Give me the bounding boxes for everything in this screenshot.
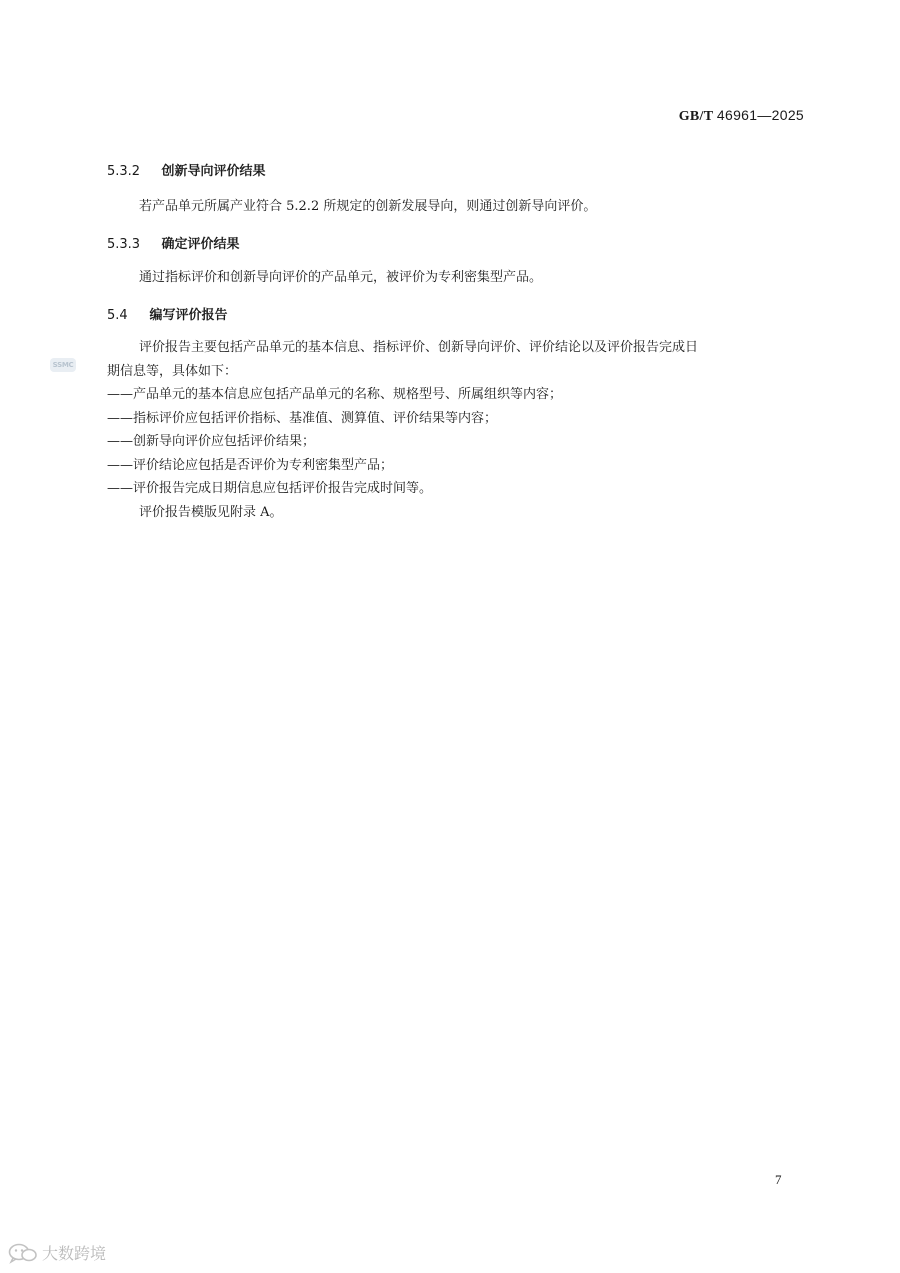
wechat-logo-icon (8, 1242, 38, 1264)
side-stamp-logo: SSMC (50, 358, 76, 372)
section-heading-5-3-3 (107, 233, 240, 252)
list-item: ——评价报告完成日期信息应包括评价报告完成时间等。 (107, 481, 433, 496)
section-heading-5-3-2 (107, 160, 266, 179)
closing-line: 评价报告模版见附录 A。 (139, 504, 283, 520)
paragraph-line: 若产品单元所属产业符合 5.2.2 所规定的创新发展导向，则通过创新导向评价。 (139, 199, 597, 214)
section-body-5-3-3 (107, 266, 807, 290)
standard-code: GB/T (678, 109, 714, 124)
paragraph-line: 通过指标评价和创新导向评价的产品单元，被评价为专利密集型产品。 (139, 270, 543, 285)
section-heading-5-4 (107, 304, 228, 323)
section-title: 确定评价结果 (161, 237, 240, 252)
watermark-text: 大数跨境 (42, 1244, 107, 1263)
standard-number (679, 107, 804, 125)
section-number: 5.3.3 (107, 237, 141, 252)
watermark (8, 1241, 106, 1264)
page-number: 7 (775, 1172, 782, 1187)
section-number: 5.3.2 (107, 164, 141, 179)
section-body-5-3-2 (107, 195, 807, 219)
section-body-5-4 (107, 336, 807, 524)
paragraph-line: 期信息等，具体如下： (107, 363, 238, 379)
list-item: ——创新导向评价应包括评价结果； (107, 434, 316, 449)
section-title: 编写评价报告 (149, 308, 228, 323)
paragraph-line: 评价报告主要包括产品单元的基本信息、指标评价、创新导向评价、评价结论以及评价报告完成日 (139, 340, 699, 355)
list-item: ——产品单元的基本信息应包括产品单元的名称、规格型号、所属组织等内容； (107, 387, 563, 402)
section-number: 5.4 (107, 308, 128, 323)
list-item: ——评价结论应包括是否评价为专利密集型产品； (107, 457, 394, 473)
section-title: 创新导向评价结果 (161, 164, 266, 179)
list-item: ——指标评价应包括评价指标、基准值、测算值、评价结果等内容； (107, 410, 498, 426)
standard-year: 46961—2025 (716, 107, 804, 123)
